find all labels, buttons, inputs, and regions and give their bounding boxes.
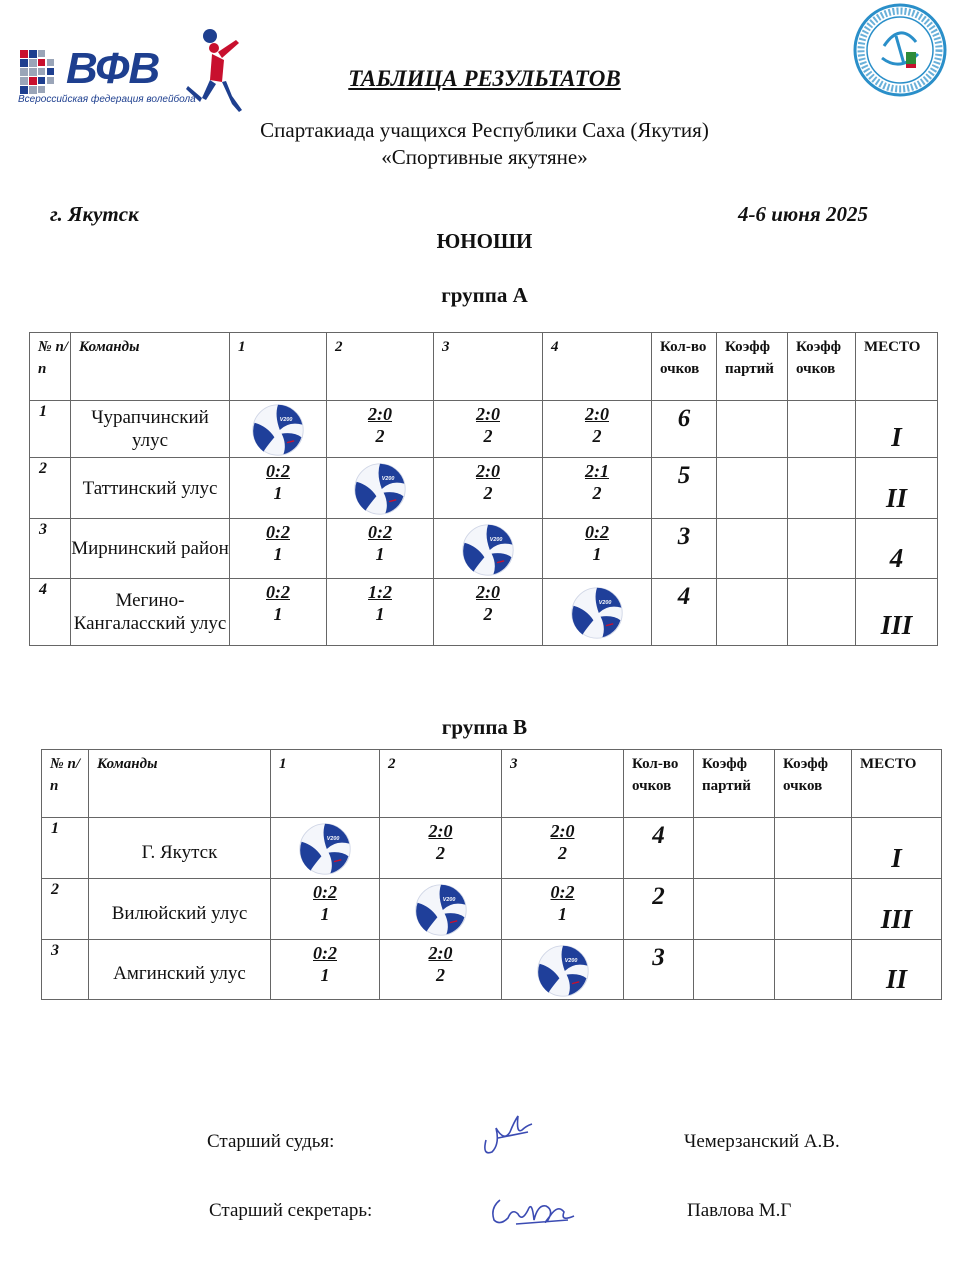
match-score: 0:2	[266, 582, 290, 602]
points-cell	[652, 579, 717, 646]
place-value: III	[880, 610, 913, 640]
group-a-table	[29, 332, 938, 646]
judge-label: Старший судья:	[207, 1131, 335, 1152]
points-coef-cell	[788, 519, 856, 579]
match-score: 0:2	[313, 882, 337, 902]
match-score: 0:2	[313, 943, 337, 963]
match-cell	[543, 519, 652, 579]
points-cell	[624, 940, 694, 1000]
points-value: 3	[652, 944, 665, 971]
match-cell	[230, 401, 327, 458]
match-points: 1	[320, 965, 330, 985]
match-score: 2:1	[585, 461, 609, 481]
match-score: 2:0	[368, 404, 392, 424]
header-row	[30, 333, 938, 401]
volleyball-icon	[251, 403, 305, 457]
sets-coef-cell	[717, 519, 788, 579]
table-row	[30, 401, 938, 458]
table-row	[42, 818, 942, 879]
match-cell	[230, 519, 327, 579]
col-place-header: МЕСТО	[856, 333, 938, 401]
row-number	[42, 940, 89, 1000]
match-points: 2	[436, 843, 445, 863]
col-3-header: 3	[434, 333, 543, 401]
points-value: 6	[677, 405, 691, 432]
row-number	[30, 579, 71, 646]
team-name-text: Мегино-Кангаласский улус	[73, 590, 227, 634]
match-cell	[271, 818, 380, 879]
svg-text:V200: V200	[381, 476, 395, 482]
svg-text:V200: V200	[489, 536, 503, 543]
place-cell	[852, 940, 942, 1000]
points-coef-cell	[788, 458, 856, 519]
match-cell	[380, 818, 502, 879]
svg-text:V200: V200	[279, 417, 293, 423]
table-row	[30, 458, 938, 519]
points-cell	[652, 458, 717, 519]
place-cell	[856, 519, 938, 579]
row-number-text: 3	[39, 521, 47, 538]
place-value: III	[880, 904, 913, 934]
place-value: I	[891, 422, 902, 452]
svg-text:V200: V200	[326, 836, 340, 842]
volleyball-icon	[298, 822, 352, 876]
col-ratio-header: Коэфф очков	[788, 333, 856, 401]
match-cell	[502, 818, 624, 879]
match-score: 0:2	[585, 522, 609, 542]
volleyball-icon	[414, 883, 468, 937]
match-points: 2	[483, 604, 493, 624]
team-name-text: Таттинский улус	[82, 477, 218, 499]
match-cell	[380, 879, 502, 940]
points-value: 4	[652, 822, 665, 849]
svg-text:V200: V200	[564, 957, 577, 964]
match-cell	[271, 879, 380, 940]
logo-letters: ВФВ	[66, 44, 160, 93]
match-points: 1	[558, 904, 567, 924]
svg-text:V200: V200	[442, 897, 455, 903]
team-name	[71, 401, 230, 458]
col-ratio-header: Коэфф очков	[775, 750, 852, 818]
place-cell	[856, 579, 938, 646]
page-title: ТАБЛИЦА РЕЗУЛЬТАТОВ	[348, 66, 621, 91]
sets-coef-cell	[717, 579, 788, 646]
points-value: 5	[677, 462, 691, 489]
col-teams-header: Команды	[71, 333, 230, 401]
match-cell	[543, 401, 652, 458]
col-sets-header: Коэфф партий	[694, 750, 775, 818]
match-points: 1	[273, 604, 283, 624]
row-number	[30, 519, 71, 579]
sets-coef-cell	[694, 818, 775, 879]
match-cell	[434, 579, 543, 646]
svg-text:V200: V200	[598, 600, 612, 606]
match-points: 1	[375, 604, 385, 624]
team-name-text: Вилюйский улус	[111, 902, 248, 924]
points-coef-cell	[775, 818, 852, 879]
points-cell	[652, 519, 717, 579]
event-name: Спартакиада учащихся Республики Саха (Якутия)	[260, 118, 709, 142]
row-number-text: 4	[39, 581, 47, 598]
team-name-text: Амгинский улус	[113, 963, 246, 984]
points-value: 2	[652, 883, 665, 910]
match-score: 0:2	[266, 522, 290, 542]
secretary-label: Старший секретарь:	[209, 1200, 373, 1221]
team-name	[89, 940, 271, 1000]
col-place-header: МЕСТО	[852, 750, 942, 818]
match-points: 1	[273, 544, 283, 564]
match-cell	[271, 940, 380, 1000]
match-score: 2:0	[476, 404, 500, 424]
volleyball-icon	[461, 523, 515, 577]
dates: 4-6 июня 2025	[738, 202, 868, 226]
match-cell	[230, 579, 327, 646]
match-cell	[327, 519, 434, 579]
match-score: 1:2	[368, 582, 392, 602]
sets-coef-cell	[694, 879, 775, 940]
match-cell	[327, 401, 434, 458]
place-value: II	[885, 964, 907, 994]
points-cell	[652, 401, 717, 458]
row-number	[42, 818, 89, 879]
match-points: 2	[375, 426, 385, 446]
row-number-text: 2	[51, 881, 59, 898]
place-cell	[852, 818, 942, 879]
col-1-header: 1	[271, 750, 380, 818]
points-coef-cell	[775, 940, 852, 1000]
team-name-text: Мирнинский район	[71, 538, 229, 559]
match-score: 2:0	[476, 582, 500, 602]
sets-coef-cell	[694, 940, 775, 1000]
match-points: 2	[592, 483, 602, 503]
row-number-text: 2	[39, 460, 47, 477]
table-row	[42, 879, 942, 940]
secretary-name: Павлова М.Г	[687, 1200, 792, 1221]
col-4-header: 4	[543, 333, 652, 401]
match-cell	[380, 940, 502, 1000]
place-cell	[856, 401, 938, 458]
logo-caption: Всероссийская федерация волейбола	[18, 94, 196, 105]
group-b-title: группа В	[441, 715, 528, 739]
match-cell	[434, 519, 543, 579]
row-number-text: 1	[39, 403, 47, 420]
team-name	[89, 818, 271, 879]
match-cell	[327, 458, 434, 519]
match-cell	[543, 579, 652, 646]
match-score: 2:0	[585, 404, 609, 424]
place-value: II	[885, 483, 907, 513]
team-name	[71, 458, 230, 519]
col-num-header: № п/п	[30, 333, 71, 401]
team-name-text: Г. Якутск	[141, 841, 218, 863]
points-cell	[624, 818, 694, 879]
team-name	[89, 879, 271, 940]
match-cell	[434, 401, 543, 458]
col-points-header: Кол-во очков	[624, 750, 694, 818]
volleyball-icon	[353, 462, 407, 516]
city: г. Якутск	[50, 202, 139, 226]
col-2-header: 2	[380, 750, 502, 818]
match-score: 0:2	[368, 522, 392, 542]
match-points: 1	[592, 544, 602, 564]
match-points: 1	[273, 483, 283, 503]
points-cell	[624, 879, 694, 940]
header-row	[42, 750, 942, 818]
col-teams-header: Команды	[89, 750, 271, 818]
row-number	[30, 401, 71, 458]
match-cell	[502, 879, 624, 940]
points-value: 3	[677, 523, 691, 550]
team-name	[71, 579, 230, 646]
secretary-signature	[488, 1190, 580, 1232]
col-num-header: № п/п	[42, 750, 89, 818]
match-score: 2:0	[550, 821, 575, 841]
points-coef-cell	[775, 879, 852, 940]
match-points: 2	[436, 965, 445, 985]
table-row	[42, 940, 942, 1000]
place-value: 4	[889, 543, 904, 573]
sets-coef-cell	[717, 458, 788, 519]
col-1-header: 1	[230, 333, 327, 401]
col-3-header: 3	[502, 750, 624, 818]
match-points: 2	[592, 426, 602, 446]
points-value: 4	[677, 583, 691, 610]
place-cell	[852, 879, 942, 940]
match-score: 2:0	[428, 821, 453, 841]
row-number-text: 3	[51, 942, 59, 959]
match-cell	[230, 458, 327, 519]
match-score: 2:0	[428, 943, 453, 963]
judge-name: Чемерзанский А.В.	[684, 1131, 840, 1152]
place-cell	[856, 458, 938, 519]
match-score: 0:2	[266, 461, 290, 481]
match-points: 2	[483, 426, 493, 446]
team-name-text: Чурапчинский улус	[91, 407, 209, 451]
match-points: 2	[483, 483, 493, 503]
match-score: 2:0	[476, 461, 500, 481]
col-sets-header: Коэфф партий	[717, 333, 788, 401]
group-a-title: группа А	[441, 283, 528, 307]
volleyball-icon	[536, 944, 590, 998]
sets-coef-cell	[717, 401, 788, 458]
col-2-header: 2	[327, 333, 434, 401]
match-score: 0:2	[550, 882, 575, 902]
points-coef-cell	[788, 401, 856, 458]
points-coef-cell	[788, 579, 856, 646]
table-row	[30, 579, 938, 646]
table-row	[30, 519, 938, 579]
match-points: 1	[320, 904, 330, 924]
match-cell	[327, 579, 434, 646]
event-subtitle: «Спортивные якутяне»	[381, 145, 588, 169]
place-value: I	[891, 843, 902, 873]
match-cell	[434, 458, 543, 519]
row-number	[30, 458, 71, 519]
row-number-text: 1	[51, 820, 59, 837]
team-name	[71, 519, 230, 579]
match-cell	[502, 940, 624, 1000]
volleyball-icon	[570, 586, 624, 640]
match-cell	[543, 458, 652, 519]
match-points: 1	[375, 544, 385, 564]
group-b-table	[41, 749, 942, 1000]
col-points-header: Кол-во очков	[652, 333, 717, 401]
category: ЮНОШИ	[436, 229, 533, 253]
match-points: 2	[558, 843, 567, 863]
judge-signature	[478, 1108, 538, 1160]
row-number	[42, 879, 89, 940]
